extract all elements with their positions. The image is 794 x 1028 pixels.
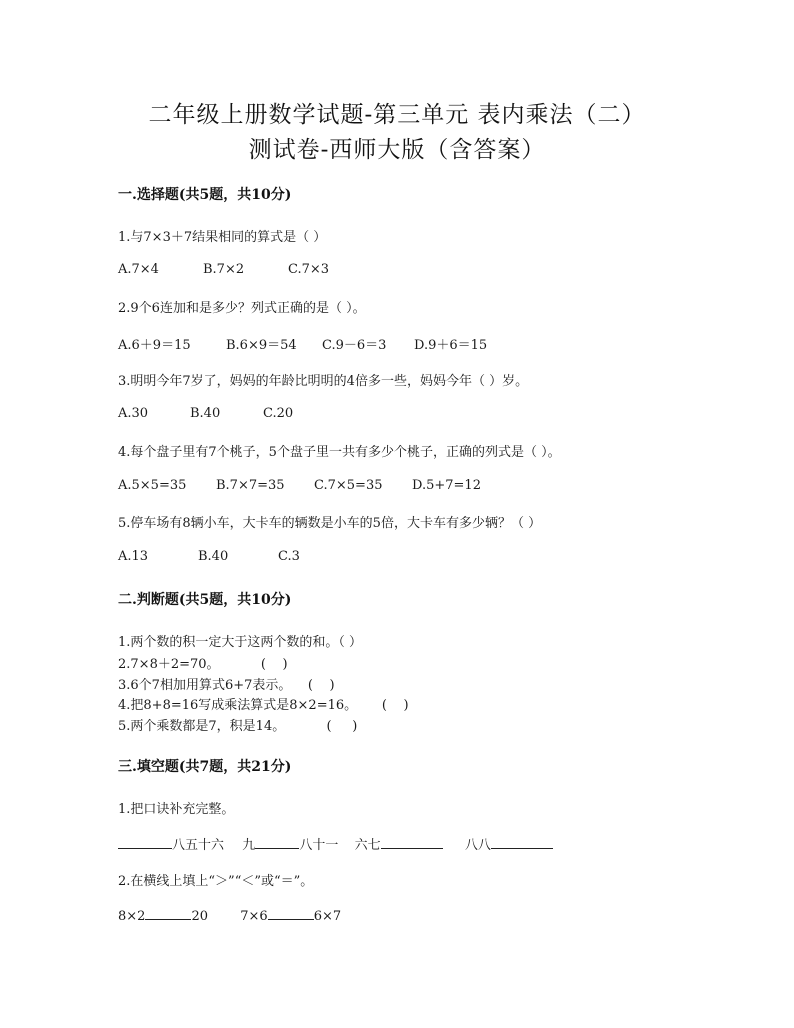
judge-item-4: 4.把8+8=16写成乘法算式是8×2=16。 ( ) (118, 698, 409, 713)
rhyme-part: 六七 (354, 838, 381, 853)
rhyme-part: 八八 (464, 838, 491, 853)
judge-item-2: 2.7×8＋2=70。 ( ) (118, 657, 288, 672)
question-4-option-a: A.5×5=35 (118, 478, 187, 493)
question-5-option-b: B.40 (198, 549, 229, 564)
fill-question-1-row (118, 834, 553, 853)
answer-blank[interactable] (145, 907, 191, 920)
answer-blank[interactable] (118, 836, 172, 849)
section2-heading: 二.判断题(共5题，共10分) (118, 592, 292, 608)
question-2-option-b: B.6×9＝54 (226, 338, 297, 353)
rhyme-part: 八五十六 (172, 838, 225, 853)
judge-item-3: 3.6个7相加用算式6+7表示。 ( ) (118, 678, 335, 693)
rhyme-part: 九 (242, 838, 256, 853)
rhyme-part: 八十一 (299, 838, 339, 853)
question-1-text: 1.与7×3＋7结果相同的算式是（ ） (118, 230, 327, 245)
question-3-text: 3.明明今年7岁了，妈妈的年龄比明明的4倍多一些，妈妈今年（ ）岁。 (118, 374, 529, 389)
question-4-text: 4.每个盘子里有7个桃子，5个盘子里一共有多少个桃子，正确的列式是（ ）。 (118, 445, 561, 460)
compare-right: 6×7 (313, 909, 342, 924)
question-3-option-b: B.40 (190, 406, 221, 421)
answer-blank[interactable] (268, 907, 314, 920)
question-3-option-a: A.30 (118, 406, 149, 421)
question-1-option-a: A.7×4 (118, 262, 159, 277)
document-title-line1: 二年级上册数学试题-第三单元 表内乘法（二） (148, 102, 646, 128)
answer-blank[interactable] (491, 836, 553, 849)
fill-question-1-text: 1.把口诀补充完整。 (118, 802, 235, 817)
section1-heading: 一.选择题(共5题，共10分) (118, 187, 292, 203)
question-2-option-a: A.6＋9＝15 (118, 338, 191, 353)
question-5-option-a: A.13 (118, 549, 149, 564)
question-2-option-c: C.9－6＝3 (322, 338, 387, 353)
compare-left: 7×6 (240, 909, 268, 924)
fill-question-2-text: 2.在横线上填上“＞”“＜”或“＝”。 (118, 874, 314, 889)
question-1-option-b: B.7×2 (203, 262, 245, 277)
question-4-option-c: C.7×5=35 (314, 478, 383, 493)
question-2-text: 2.9个6连加和是多少？列式正确的是（ ）。 (118, 301, 366, 316)
question-4-option-b: B.7×7=35 (216, 478, 285, 493)
question-5-option-c: C.3 (278, 549, 300, 564)
question-1-option-c: C.7×3 (288, 262, 330, 277)
answer-blank[interactable] (381, 836, 443, 849)
compare-right: 20 (191, 909, 208, 924)
section3-heading: 三.填空题(共7题，共21分) (118, 759, 292, 775)
question-5-text: 5.停车场有8辆小车，大卡车的辆数是小车的5倍，大卡车有多少辆？（ ） (118, 516, 542, 531)
judge-item-1: 1.两个数的积一定大于这两个数的和。（ ） (118, 635, 363, 650)
question-2-option-d: D.9＋6＝15 (414, 338, 488, 353)
question-3-option-c: C.20 (263, 406, 294, 421)
answer-blank[interactable] (255, 836, 299, 849)
judge-item-5: 5.两个乘数都是7，积是14。 ( ) (118, 719, 358, 734)
compare-left: 8×2 (118, 909, 146, 924)
fill-question-2-row (118, 907, 341, 924)
document-title-line2: 测试卷-西师大版（含答案） (248, 137, 546, 163)
question-4-option-d: D.5+7=12 (412, 478, 481, 493)
